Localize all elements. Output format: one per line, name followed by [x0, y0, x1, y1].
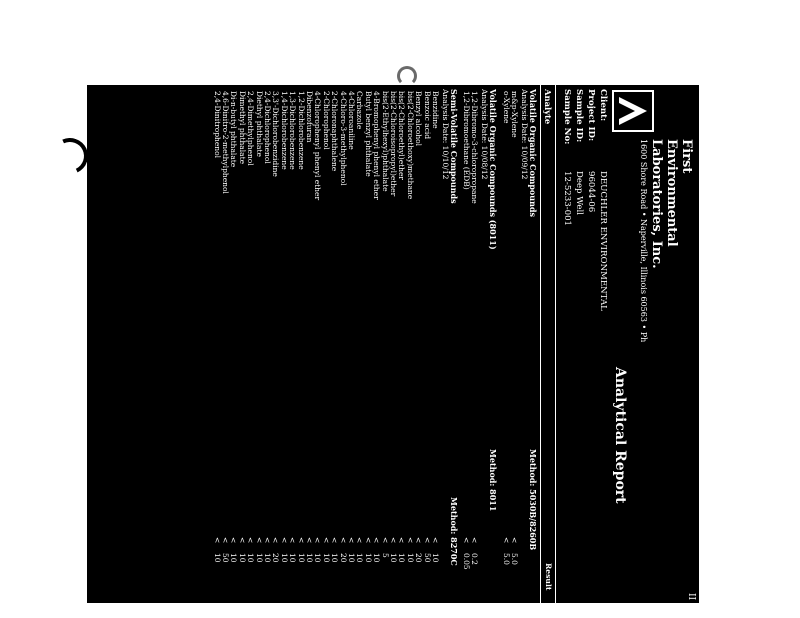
table-row: [314, 91, 322, 591]
result-qualifier: <: [470, 537, 479, 544]
table-row: [406, 91, 414, 591]
analyte-name: o-Xylene: [501, 91, 511, 124]
analyte-name: Carbazole: [355, 91, 365, 130]
result-qualifier: <: [271, 537, 281, 544]
table-row: [381, 91, 389, 591]
result-qualifier: <: [254, 537, 264, 544]
result-qualifier: <: [229, 537, 239, 544]
result-qualifier: <: [405, 537, 415, 544]
svoc-method: Method: 8270C: [449, 497, 459, 566]
result-value: 10: [254, 553, 264, 563]
analyte-name: 4,6-Dinitro-2-methylphenol: [221, 91, 230, 194]
result-value: 10: [212, 553, 222, 563]
company-name-line1: First: [679, 139, 694, 174]
table-row: [213, 91, 221, 591]
result-qualifier: <: [501, 537, 511, 544]
table-row: [247, 91, 255, 591]
analyte-name: 2,4-Dichlorophenol: [263, 91, 272, 164]
result-value: 20: [271, 553, 281, 563]
result-qualifier: <: [288, 537, 298, 544]
result-qualifier: <: [313, 537, 323, 544]
sample-id-label: Sample ID:: [574, 89, 584, 143]
analyte-name: bis(2-Chloroethoxy)methane: [405, 91, 415, 200]
analyte-name: bis(2-Chloroethyl)ether: [397, 91, 407, 181]
table-row: [331, 91, 339, 591]
voc-method: Method: 5030B/8260B: [528, 449, 538, 551]
result-value: 10: [305, 553, 314, 563]
svoc-analysis-date: Analysis Date: 10/10/12: [441, 89, 450, 180]
voc-section-title: Volatile Organic Compounds: [528, 89, 538, 217]
analyte-name: Butyl benzyl phthalate: [363, 91, 373, 177]
analyte-name: 4-Bromophenyl phenyl ether: [372, 91, 382, 200]
result-value: 5.0: [510, 553, 519, 565]
client-value: DEUCHLER ENVIRONMENTAL: [598, 171, 608, 311]
table-row: [462, 91, 470, 591]
result-qualifier: <: [461, 537, 471, 544]
analyte-column-header: Analyte: [543, 89, 553, 125]
result-value: 10: [288, 553, 298, 563]
result-value: 20: [414, 553, 424, 563]
table-row: [502, 91, 510, 591]
result-value: 5: [380, 553, 390, 558]
voc8011-analysis-date: Analysis Date: 10/08/12: [480, 89, 489, 180]
project-id-value: 96044-06: [586, 171, 596, 213]
analyte-name: 4-Chloroaniline: [347, 91, 356, 150]
analyte-name: 2-Chlorophenol: [321, 91, 331, 150]
result-value: 0.2: [470, 553, 479, 565]
table-row: [373, 91, 381, 591]
project-id-label: Project ID:: [586, 89, 596, 142]
sample-id-value: Deep Well: [574, 171, 584, 216]
table-row: [423, 91, 431, 591]
table-row: [398, 91, 406, 591]
result-qualifier: <: [397, 537, 407, 544]
result-value: 10: [355, 553, 365, 563]
table-row: [264, 91, 272, 591]
analyte-name: 2-Chloronaphthalene: [330, 91, 340, 172]
table-row: [238, 91, 246, 591]
result-qualifier: <: [431, 537, 440, 544]
table-row: [230, 91, 238, 591]
result-value: 10: [263, 553, 272, 563]
result-qualifier: <: [372, 537, 382, 544]
result-value: 10: [363, 553, 373, 563]
table-row: [280, 91, 288, 591]
analyte-name: m&p-Xylene: [510, 91, 519, 138]
analyte-name: Dimethyl phthalate: [237, 91, 247, 165]
result-value: 10: [372, 553, 382, 563]
result-qualifier: <: [212, 537, 222, 544]
analyte-name: Benzidine: [431, 91, 440, 129]
analyte-name: Benzoic acid: [422, 91, 432, 140]
analyte-name: Benzyl alcohol: [414, 91, 424, 147]
table-row: [297, 91, 305, 591]
svoc-section-title: Semi-Volatile Compounds: [449, 89, 459, 204]
table-row: [255, 91, 263, 591]
result-value: 10: [431, 553, 440, 563]
company-address: 1600 Shore Road • Naperville, Illinois 60563 • Ph: [639, 139, 648, 343]
result-value: 10: [313, 553, 323, 563]
binder-ring-mark: [397, 66, 417, 86]
analyte-name: 2,4-Dinitrophenol: [212, 91, 222, 159]
company-name-line3: Laboratories, Inc.: [649, 139, 664, 269]
result-value: 50: [422, 553, 432, 563]
result-value: 10: [405, 553, 415, 563]
analyte-name: 1,3-Dichlorobenzene: [288, 91, 298, 170]
result-column-header: Result: [544, 563, 553, 591]
result-value: 50: [221, 553, 230, 563]
table-row: [306, 91, 314, 591]
result-value: 10: [397, 553, 407, 563]
result-value: 10: [389, 553, 398, 563]
result-qualifier: <: [321, 537, 331, 544]
report-content: [87, 85, 699, 603]
result-qualifier: <: [363, 537, 373, 544]
result-value: 0.05: [461, 553, 471, 570]
table-row: [390, 91, 398, 591]
table-top-rule: [555, 85, 556, 603]
analyte-name: 4-Chlorophenyl phenyl ether: [313, 91, 323, 201]
result-qualifier: <: [330, 537, 340, 544]
analyte-name: bis(2-Chloroisopropyl)ether: [389, 91, 398, 197]
result-value: 10: [246, 553, 256, 563]
result-value: 5.0: [501, 553, 511, 565]
result-qualifier: <: [263, 537, 272, 544]
result-value: 10: [279, 553, 289, 563]
result-qualifier: <: [296, 537, 306, 544]
result-qualifier: <: [414, 537, 424, 544]
table-row: [322, 91, 330, 591]
result-value: 10: [237, 553, 247, 563]
result-qualifier: <: [389, 537, 398, 544]
sample-no-label: Sample No:: [562, 89, 572, 145]
analyte-name: Diethyl phthalate: [254, 91, 264, 157]
result-qualifier: <: [347, 537, 356, 544]
result-qualifier: <: [510, 537, 519, 544]
table-row: [348, 91, 356, 591]
result-value: 10: [296, 553, 306, 563]
voc8011-section-title: Volatile Organic Compounds (8011): [488, 89, 498, 250]
table-row: [432, 91, 440, 591]
analyte-name: 3,3'-Dichlorobenzidine: [271, 91, 281, 177]
result-value: 10: [347, 553, 356, 563]
sample-no-value: 12-5233-001: [562, 171, 572, 227]
result-qualifier: <: [221, 537, 230, 544]
analyte-name: 2,4-Dimethylphenol: [246, 91, 256, 166]
result-qualifier: <: [246, 537, 256, 544]
result-qualifier: <: [305, 537, 314, 544]
result-value: 10: [330, 553, 340, 563]
analyte-name: 1,2-Dibromo-3-chloropropane: [470, 91, 479, 204]
table-row: [364, 91, 372, 591]
analyte-name: 4-Chloro-3-methylphenol: [338, 91, 348, 186]
table-row: [289, 91, 297, 591]
analyte-name: Di-n-butyl phthalate: [229, 91, 239, 168]
table-row: [272, 91, 280, 591]
table-row: [222, 91, 230, 591]
corner-mark: II: [686, 593, 696, 601]
result-value: 10: [229, 553, 239, 563]
voc8011-method: Method: 8011: [488, 449, 498, 512]
scanned-report-page: [87, 85, 699, 603]
result-qualifier: <: [380, 537, 390, 544]
voc-analysis-date: Analysis Date: 10/09/12: [520, 89, 529, 180]
result-qualifier: <: [338, 537, 348, 544]
result-qualifier: <: [279, 537, 289, 544]
table-row: [471, 91, 479, 591]
company-logo: [607, 89, 659, 133]
table-row: [511, 91, 519, 591]
table-header-rule: [540, 85, 541, 603]
analyte-name: 1,2-Dibromoethane (EDB): [461, 91, 471, 190]
report-title: Analytical Report: [612, 367, 628, 504]
result-value: 10: [321, 553, 331, 563]
analyte-name: 1,2-Dichlorobenzene: [296, 91, 306, 170]
client-label: Client:: [598, 89, 608, 122]
analyte-name: Dibenzofuran: [305, 91, 314, 143]
result-qualifier: <: [237, 537, 247, 544]
table-row: [339, 91, 347, 591]
table-row: [356, 91, 364, 591]
company-name-line2: Environmental: [664, 139, 679, 247]
result-qualifier: <: [422, 537, 432, 544]
table-row: [415, 91, 423, 591]
result-qualifier: <: [355, 537, 365, 544]
analyte-name: 1,4-Dichlorobenzene: [279, 91, 289, 170]
analyte-name: bis(2-Ethylhexyl)phthalate: [380, 91, 390, 192]
result-value: 20: [338, 553, 348, 563]
